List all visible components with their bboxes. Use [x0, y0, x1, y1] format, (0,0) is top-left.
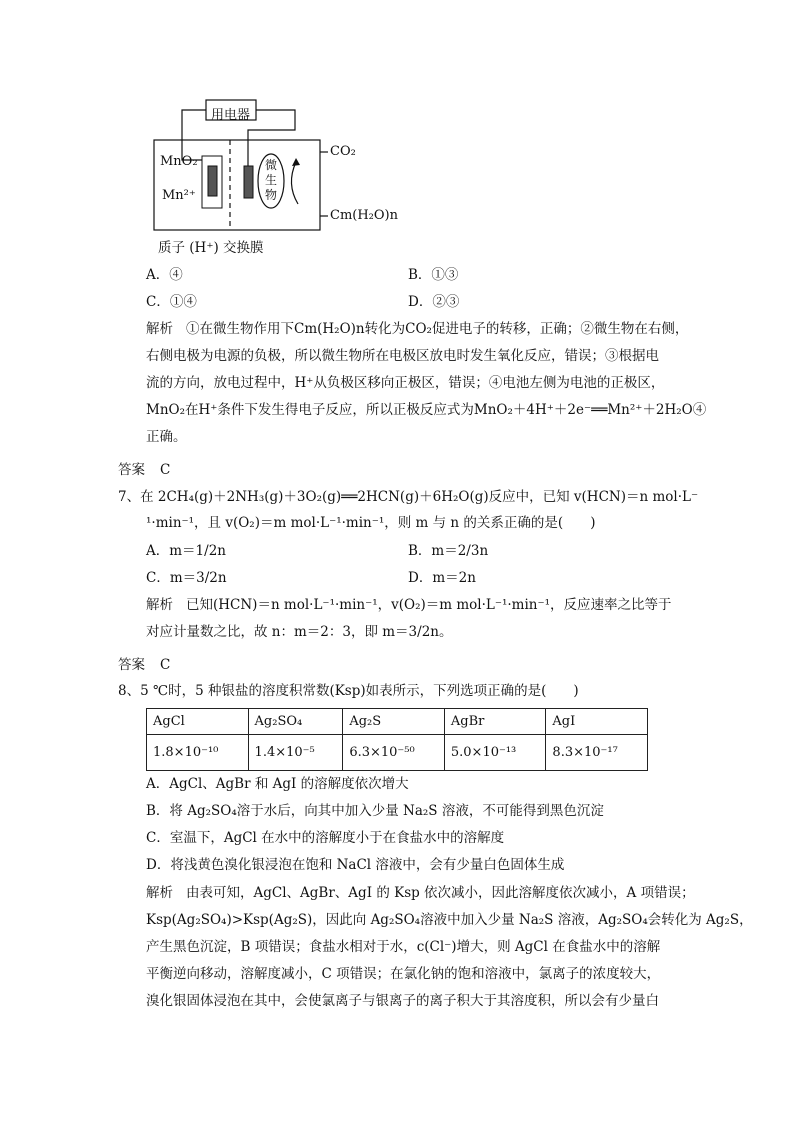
q6-option-d: D．②③ [408, 294, 460, 310]
device-label: 用电器 [211, 108, 251, 123]
q7-stem-line-2: ¹·min⁻¹，且 v(O₂)＝m mol·L⁻¹·min⁻¹，则 m 与 n 的关系正确的是( ) [146, 515, 596, 531]
left-electrode [208, 166, 217, 196]
ksp-header-cell: Ag₂SO₄ [248, 709, 343, 735]
q7-option-b: B．m＝2/3n [408, 543, 489, 559]
fuel-cell-diagram [150, 96, 400, 266]
q8-option-c: C．室温下，AgCl 在水中的溶解度小于在食盐水中的溶解度 [146, 830, 505, 846]
q8-analysis-line-1: 由表可知，AgCl、AgBr、AgI 的 Ksp 依次减小，因此溶解度依次减小，A 项错误； [186, 885, 695, 901]
q7-option-c: C．m＝3/2n [146, 570, 227, 586]
q6-analysis-line-4: MnO₂在H⁺条件下发生得电子反应，所以正极反应式为MnO₂＋4H⁺＋2e⁻══Mn²⁺＋2H₂O④ [146, 402, 707, 418]
q7-answer-label: 答案 [118, 657, 145, 673]
right-electrode [244, 166, 253, 198]
ksp-header-cell: AgCl [147, 709, 249, 735]
q7-stem-line-1: 7、在 2CH₄(g)＋2NH₃(g)＋3O₂(g)══2HCN(g)＋6H₂O(g)反应中，已知 v(HCN)＝n mol·L⁻ [118, 489, 699, 505]
mno2-label: MnO₂ [160, 154, 198, 169]
ksp-header-cell: AgI [546, 709, 648, 735]
q8-option-a: A．AgCl、AgBr 和 AgI 的溶解度依次增大 [146, 776, 409, 792]
co2-label: CO₂ [330, 144, 356, 159]
ksp-value-cell: 5.0×10⁻¹³ [444, 735, 546, 771]
q7-analysis-label: 解析 [146, 597, 173, 613]
ksp-table [146, 708, 648, 771]
q7-option-d: D．m＝2n [408, 570, 476, 586]
q6-analysis-line-2: 右侧电极为电源的负极，所以微生物所在电极区放电时发生氧化反应，错误；③根据电 [146, 348, 659, 364]
q8-option-d: D．将浅黄色溴化银浸泡在饱和 NaCl 溶液中，会有少量白色固体生成 [146, 857, 565, 873]
q7-option-a: A．m＝1/2n [146, 543, 226, 559]
q8-analysis-line-4: 平衡逆向移动，溶解度减小，C 项错误；在氯化钠的饱和溶液中，氯离子的浓度较大， [146, 966, 661, 982]
q6-analysis-label: 解析 [146, 321, 173, 337]
ksp-value-cell: 1.8×10⁻¹⁰ [147, 735, 249, 771]
carb-label: Cm(H₂O)n [330, 208, 398, 223]
q6-option-b: B．①③ [408, 267, 459, 283]
q8-analysis-line-2: Ksp(Ag₂SO₄)>Ksp(Ag₂S)，因此向 Ag₂SO₄溶液中加入少量 Na₂S 溶液，Ag₂SO₄会转化为 Ag₂S， [146, 912, 753, 928]
ksp-value-cell: 8.3×10⁻¹⁷ [546, 735, 648, 771]
q6-option-a: A．④ [146, 267, 183, 283]
q6-answer-label: 答案 [118, 462, 145, 478]
microbe-char-2: 生 [265, 173, 278, 187]
q8-analysis-line-5: 溴化银固体浸泡在其中，会使氯离子与银离子的离子积大于其溶度积，所以会有少量白 [146, 993, 659, 1009]
q7-answer: C [160, 657, 171, 673]
membrane-label: 质子 (H⁺) 交换膜 [158, 240, 264, 256]
ksp-value-cell: 1.4×10⁻⁵ [248, 735, 343, 771]
q6-option-c: C．①④ [146, 294, 197, 310]
q7-analysis-line-2: 对应计量数之比，故 n：m＝2：3，即 m＝3/2n。 [146, 624, 453, 640]
q8-option-b: B．将 Ag₂SO₄溶于水后，向其中加入少量 Na₂S 溶液，不可能得到黑色沉淀 [146, 803, 604, 819]
q8-stem: 8、5 ℃时，5 种银盐的溶度积常数(Ksp)如表所示，下列选项正确的是( ) [118, 683, 579, 699]
ksp-header-cell: Ag₂S [343, 709, 445, 735]
q6-analysis-line-5: 正确。 [146, 429, 187, 445]
ksp-header-cell: AgBr [444, 709, 546, 735]
microbe-label [265, 158, 277, 203]
ksp-table-header-row [147, 709, 648, 735]
mn2-label: Mn²⁺ [162, 188, 196, 203]
q8-analysis-label: 解析 [146, 885, 173, 901]
q6-analysis-line-1: ①在微生物作用下Cm(H₂O)n转化为CO₂促进电子的转移，正确；②微生物在右侧， [186, 321, 689, 337]
q6-analysis-line-3: 流的方向，放电过程中，H⁺从负极区移向正极区，错误；④电池左侧为电池的正极区， [146, 375, 665, 391]
flow-arrow [291, 162, 298, 204]
ksp-value-cell: 6.3×10⁻⁵⁰ [343, 735, 445, 771]
q7-analysis-line-1: 已知(HCN)＝n mol·L⁻¹·min⁻¹，v(O₂)＝m mol·L⁻¹·min⁻¹，反应速率之比等于 [186, 597, 672, 613]
q8-analysis-line-3: 产生黑色沉淀，B 项错误；食盐水相对于水，c(Cl⁻)增大，则 AgCl 在食盐水中的溶解 [146, 939, 661, 955]
q6-answer: C [160, 462, 171, 478]
flow-arrowhead [292, 158, 300, 166]
microbe-char-3: 物 [265, 188, 278, 202]
ksp-table-value-row [147, 735, 648, 771]
microbe-char-1: 微 [265, 158, 278, 172]
